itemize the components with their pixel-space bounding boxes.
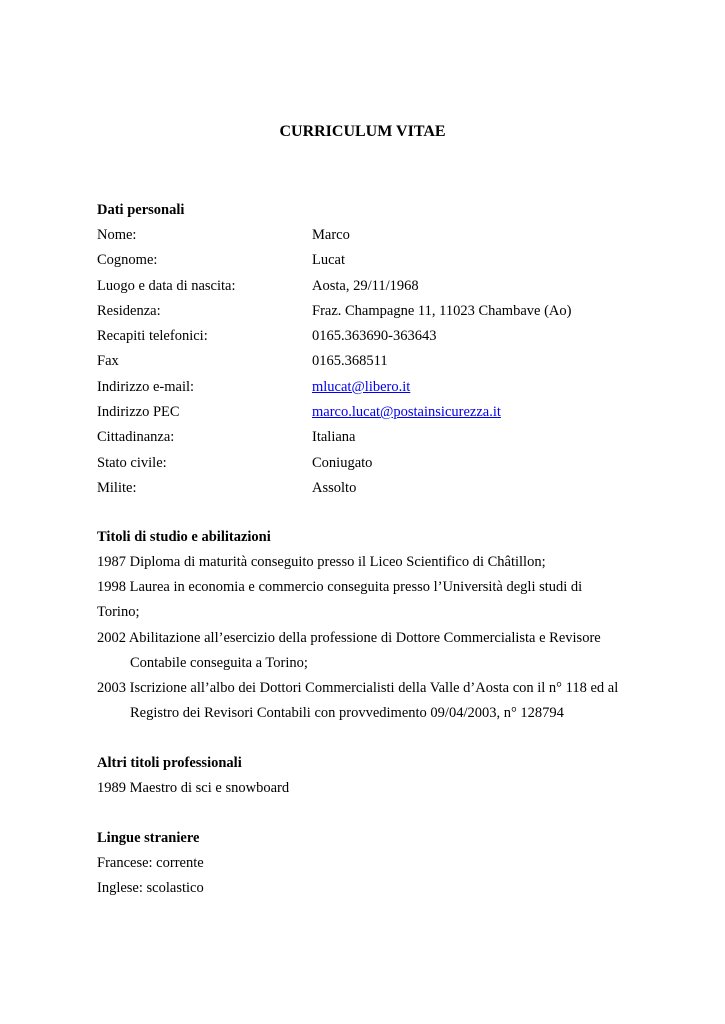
personal-row — [97, 476, 357, 501]
entry-line: 2002 Abilitazione all’esercizio della professione di Dottore Commercialista e Revisore — [97, 629, 601, 646]
pec-email-link[interactable]: marco.lucat@postainsicurezza.it — [312, 404, 501, 421]
language-line: Inglese: scolastico — [97, 880, 204, 897]
personal-heading: Dati personali — [97, 202, 185, 218]
field-label: Milite: — [97, 479, 137, 496]
field-value: Fraz. Champagne 11, 11023 Chambave (Ao) — [312, 302, 572, 319]
personal-row — [97, 324, 437, 349]
education-entry — [97, 676, 618, 726]
field-value: 0165.368511 — [312, 353, 388, 370]
field-label: Indirizzo e-mail: — [97, 378, 195, 395]
field-label: Fax — [97, 353, 119, 370]
language-line: Francese: corrente — [97, 855, 204, 871]
personal-row — [97, 425, 356, 450]
field-label: Indirizzo PEC — [97, 404, 180, 421]
field-value: Aosta, 29/11/1968 — [312, 277, 419, 294]
field-label: Stato civile: — [97, 454, 167, 471]
entry-line: 1987 Diploma di maturità conseguito presso il Liceo Scientifico di Châtillon; — [97, 554, 546, 570]
personal-row — [97, 274, 419, 299]
field-label: Nome: — [97, 227, 137, 243]
field-label: Residenza: — [97, 302, 161, 319]
entry-line: 1998 Laurea in economia e commercio conseguita presso l’Università degli studi di — [97, 579, 583, 596]
entry-continuation: Registro dei Revisori Contabili con provvedimento 09/04/2003, n° 128794 — [130, 705, 564, 722]
field-label: Luogo e data di nascita: — [97, 277, 236, 294]
personal-row — [97, 223, 350, 248]
field-label: Cognome: — [97, 252, 158, 269]
professional-heading: Altri titoli professionali — [97, 755, 242, 771]
field-value: Marco — [312, 227, 350, 243]
email-link[interactable]: mlucat@libero.it — [312, 378, 411, 395]
personal-row — [97, 349, 388, 374]
education-entry — [97, 550, 618, 575]
field-label: Cittadinanza: — [97, 429, 175, 446]
education-section — [97, 525, 618, 726]
entry-continuation: Contabile conseguita a Torino; — [130, 654, 308, 671]
entry-line: 2003 Iscrizione all’albo dei Dottori Commercialisti della Valle d’Aosta con il n° 118 ed al — [97, 680, 619, 697]
personal-section — [97, 198, 572, 501]
professional-section — [97, 751, 289, 801]
languages-section — [97, 826, 204, 901]
education-heading: Titoli di studio e abilitazioni — [97, 529, 271, 545]
personal-row — [97, 400, 501, 425]
personal-row — [97, 375, 411, 400]
education-entry — [97, 626, 618, 676]
field-value: Lucat — [312, 252, 346, 269]
field-value: Assolto — [312, 479, 357, 496]
personal-row — [97, 299, 572, 324]
field-value: Coniugato — [312, 454, 373, 471]
field-value: Italiana — [312, 429, 356, 446]
languages-heading: Lingue straniere — [97, 830, 200, 846]
page-title: CURRICULUM VITAE — [279, 123, 446, 140]
entry-continuation: Torino; — [97, 604, 140, 621]
professional-line: 1989 Maestro di sci e snowboard — [97, 780, 290, 796]
personal-row — [97, 248, 346, 273]
field-value: 0165.363690-363643 — [312, 328, 437, 345]
field-label: Recapiti telefonici: — [97, 328, 208, 345]
personal-row — [97, 451, 373, 476]
education-entry — [97, 575, 618, 625]
